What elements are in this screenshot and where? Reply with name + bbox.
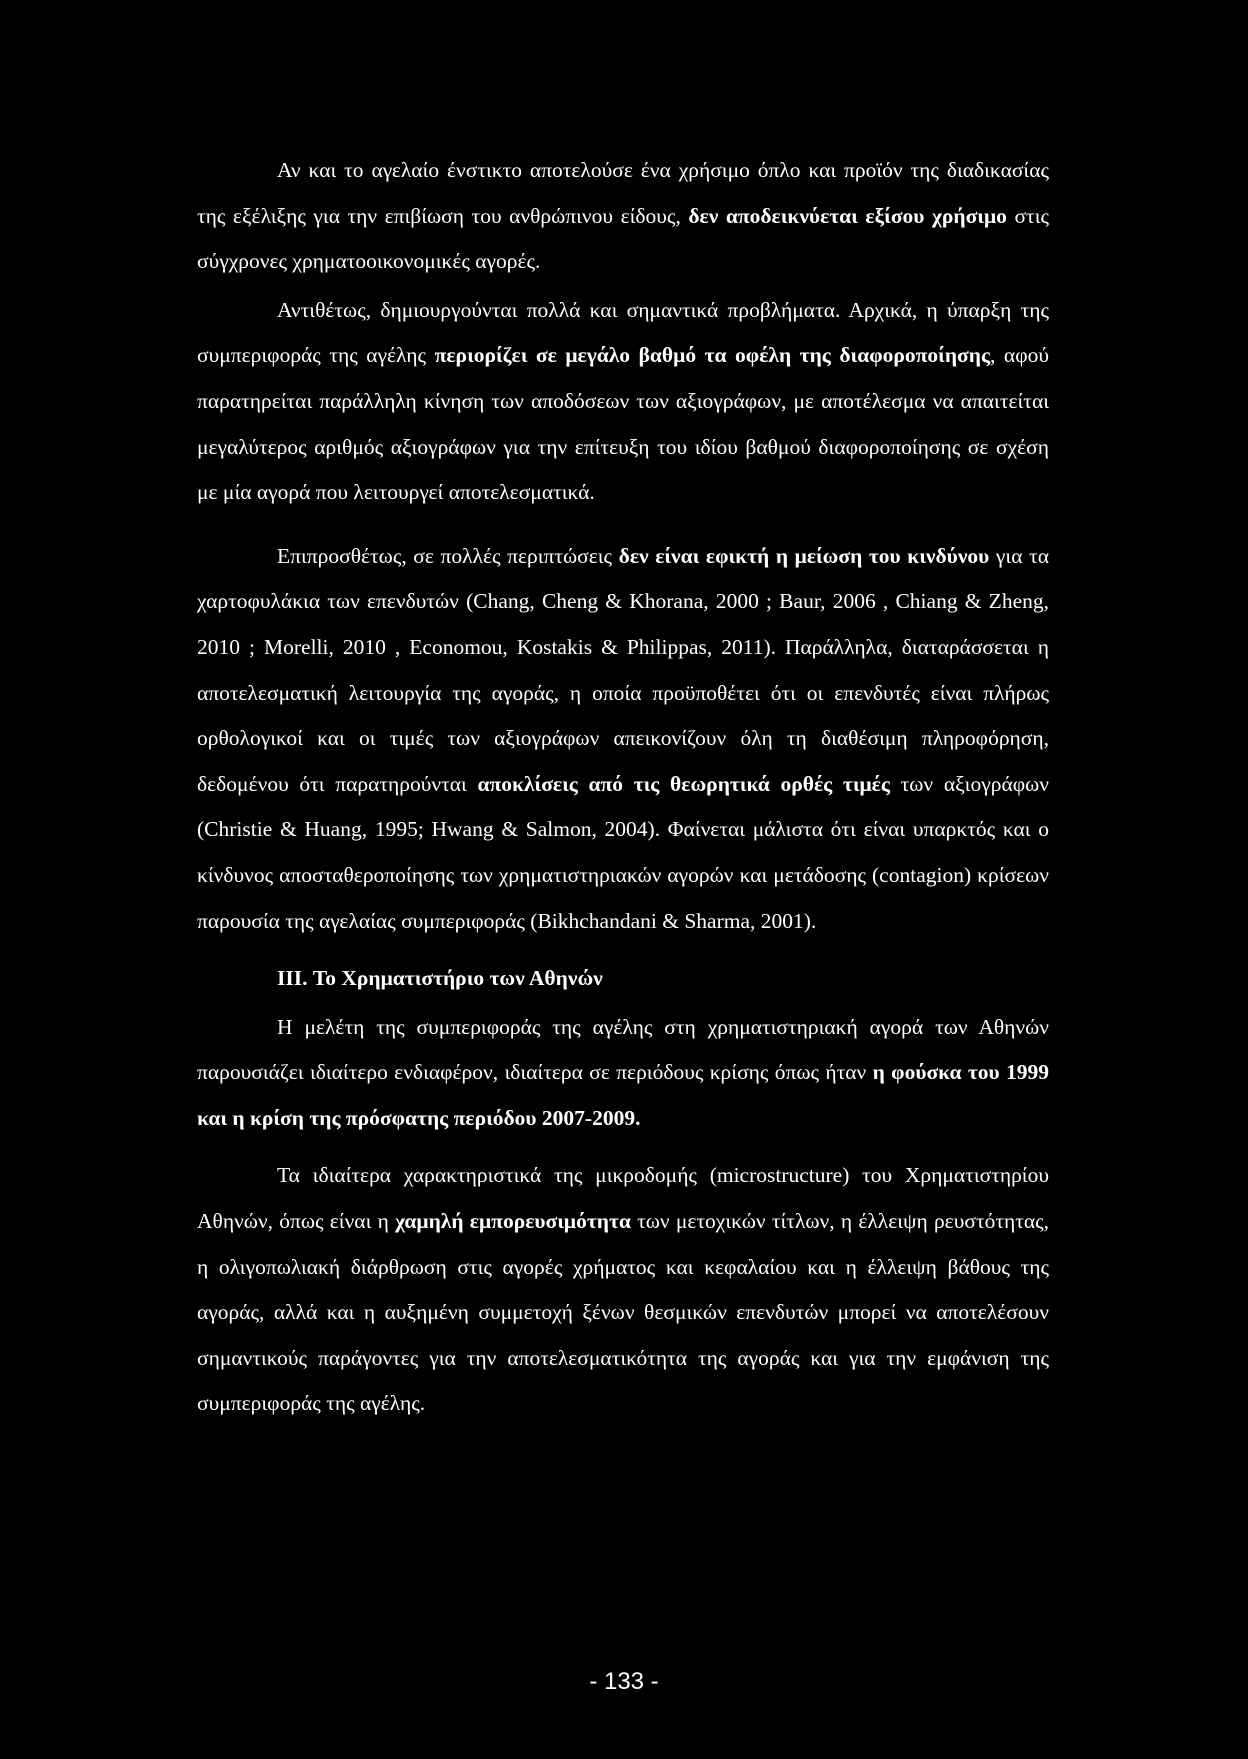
page-number: - 133 - bbox=[589, 1668, 659, 1695]
bold-phrase: περιορίζει σε μεγάλο βαθμό τα οφέλη της διαφοροποίησης bbox=[434, 343, 991, 368]
paragraph-4: Η μελέτη της συμπεριφοράς της αγέλης στη χρηματιστηριακή αγορά των Αθηνών παρουσιάζει ιδιαίτερο ενδιαφέρον, ιδιαίτερα σε περιόδους κρίσης όπως ήταν η φούσκα του 1999 και η κρίση της πρόσφατης περιόδου 2007-2009. bbox=[197, 1014, 1049, 1130]
body-text bbox=[197, 148, 1049, 1427]
bold-phrase: χαμηλή εμπορευσιμότητα bbox=[395, 1209, 631, 1234]
paragraph-3: Επιπροσθέτως, σε πολλές περιπτώσεις δεν είναι εφικτή η μείωση του κινδύνου για τα χαρτοφυλάκια των επενδυτών (Chang, Cheng & Khorana, 2000 ; Baur, 2006 , Chiang & Zheng, 2010 ; Morelli, 2010 , Economou, Kostakis & Philippas, 2011). Παράλληλα, διαταράσσεται η αποτελεσματική λειτουργία της αγοράς, η οποία προϋποθέτει ότι οι επενδυτές είναι πλήρως ορθολογικοί και οι τιμές των αξιογράφων απεικονίζουν όλη τη διαθέσιμη πληροφόρηση, δεδομένου ότι παρατηρούνται αποκλίσεις από τις θεωρητικά ορθές τιμές των αξιογράφων (Christie & Huang, 1995; Hwang & Salmon, 2004). Φαίνεται μάλιστα ότι είναι υπαρκτός και ο κίνδυνος αποσταθεροποίησης των χρηματιστηριακών αγορών και μετάδοσης (contagion) κρίσεων παρουσία της αγελαίας συμπεριφοράς (Bikhchandani & Sharma, 2001). bbox=[197, 543, 1049, 933]
paragraph-1: Αν και το αγελαίο ένστικτο αποτελούσε ένα χρήσιμο όπλο και προϊόν της διαδικασίας της εξέλιξης για την επιβίωση του ανθρώπινου είδους, δεν αποδεικνύεται εξίσου χρήσιμο στις σύγχρονες χρηματοοικονομικές αγορές. bbox=[197, 158, 1049, 274]
bold-phrase: η φούσκα του 1999 και η κρίση της πρόσφατης περιόδου 2007-2009. bbox=[197, 1060, 1049, 1130]
section-heading: III. Το Χρηματιστήριο των Αθηνών bbox=[277, 966, 603, 991]
bold-phrase: δεν είναι εφικτή η μείωση του κινδύνου bbox=[618, 543, 990, 568]
paragraph-2: Αντιθέτως, δημιουργούνται πολλά και σημαντικά προβλήματα. Αρχικά, η ύπαρξη της συμπεριφοράς της αγέλης περιορίζει σε μεγάλο βαθμό τα οφέλη της διαφοροποίησης, αφού παρατηρείται παράλληλη κίνηση των αποδόσεων των αξιογράφων, με αποτέλεσμα να απαιτείται μεγαλύτερος αριθμός αξιογράφων για την επίτευξη του ιδίου βαθμού διαφοροποίησης σε σχέση με μία αγορά που λειτουργεί αποτελεσματικά. bbox=[197, 297, 1050, 505]
bold-phrase: αποκλίσεις από τις θεωρητικά ορθές τιμές bbox=[477, 771, 890, 796]
bold-phrase: δεν αποδεικνύεται εξίσου χρήσιμο bbox=[688, 203, 1007, 228]
paragraph-5: Τα ιδιαίτερα χαρακτηριστικά της μικροδομής (microstructure) του Χρηματιστηρίου Αθηνών, όπως είναι η χαμηλή εμπορευσιμότητα των μετοχικών τίτλων, η έλλειψη ρευστότητας, η ολιγοπωλιακή διάρθρωση στις αγορές χρήματος και κεφαλαίου και η έλλειψη βάθους της αγοράς, αλλά και η αυξημένη συμμετοχή ξένων θεσμικών επενδυτών μπορεί να αποτελέσουν σημαντικούς παράγοντες για την αποτελεσματικότητα της αγοράς και για την εμφάνιση της συμπεριφοράς της αγέλης. bbox=[197, 1163, 1050, 1416]
